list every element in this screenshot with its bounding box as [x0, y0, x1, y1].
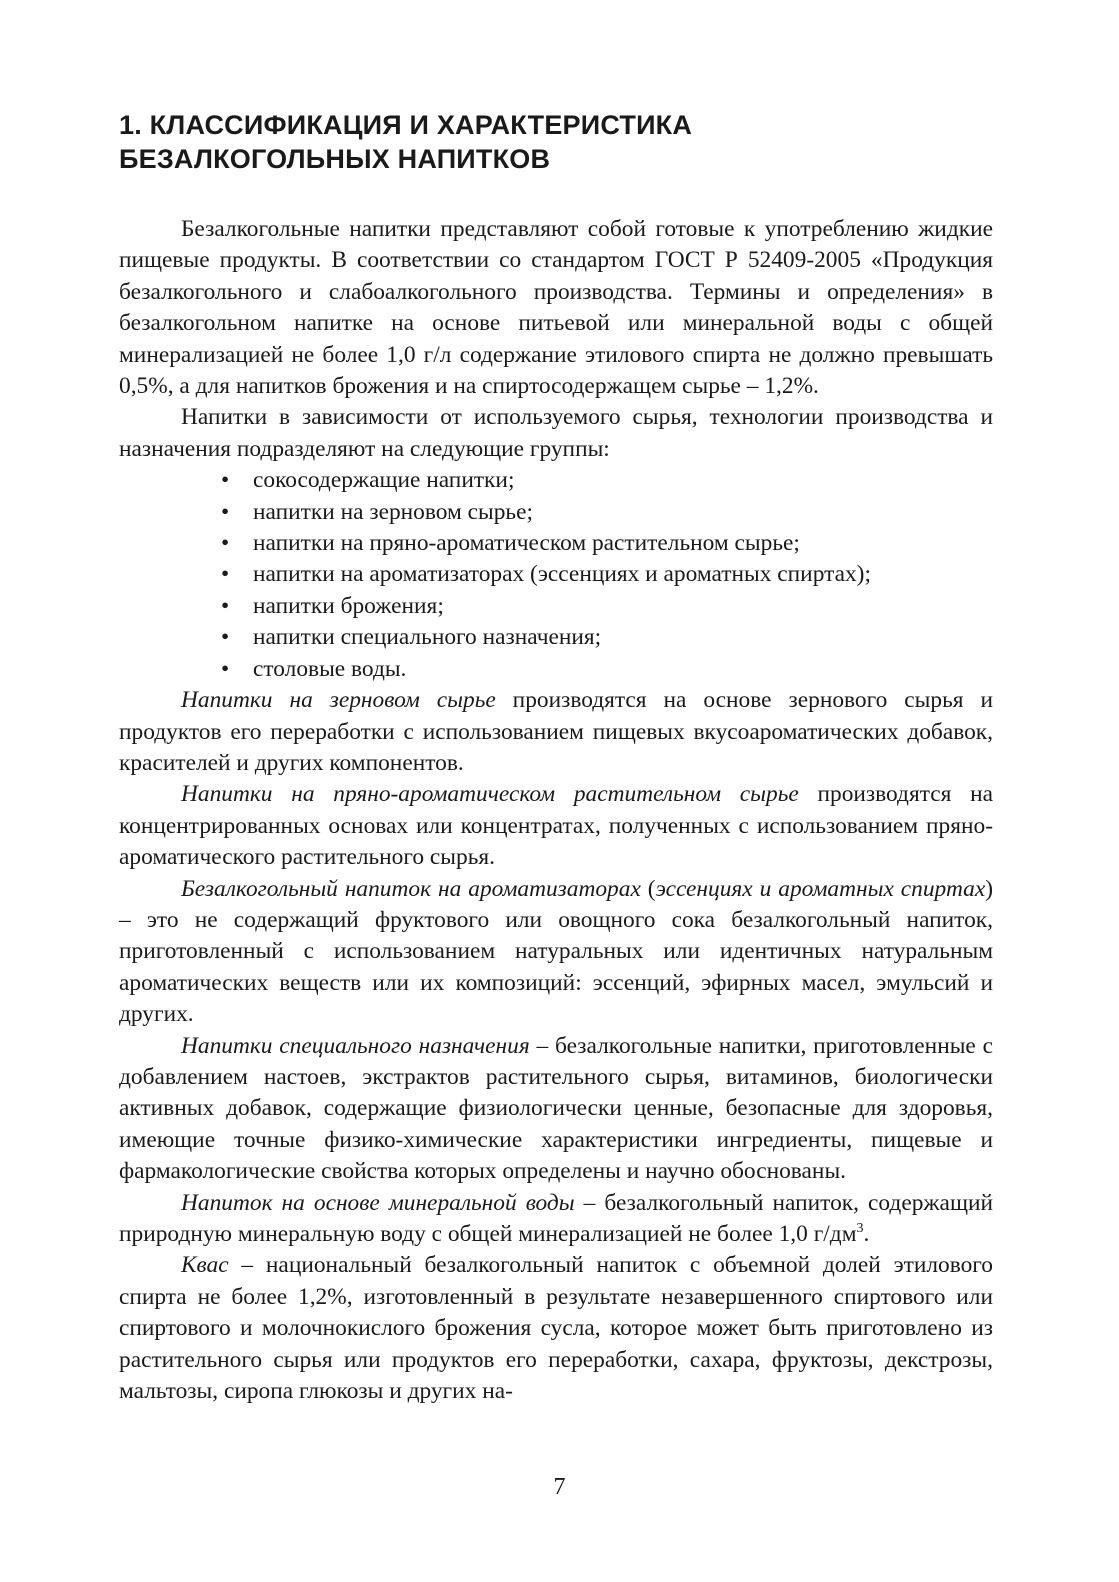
defined-term-secondary: эссенциях и ароматных спиртах [655, 875, 986, 902]
definition-text: производятся на основе зернового сырья и продуктов его переработки с использованием пищевых вкусоароматических добавок, красителей и других компонентов. [119, 687, 993, 776]
intro-paragraph: Безалкогольные напитки представляют собой готовые к употреблению жидкие пищевые продукты. В соответствии со стандартом ГОСТ Р 52409-2005 «Продукция безалкогольного и слабоалкогольного производства. Термины и определения» в безалкогольном напитке на основе питьевой или минеральной воды с общей минерализацией не более 1,0 г/л содержание этилового спирта не должно превышать 0,5%, а для напитков брожения и на спиртосодержащем сырье – 1,2%. [119, 216, 993, 400]
bullet-icon: • [221, 624, 230, 651]
definition-text-mid: ( [640, 875, 656, 902]
definition-mineral-water-drink [119, 1188, 993, 1251]
list-item-text: напитки на ароматизаторах (эссенциях и ароматных спиртах); [253, 561, 871, 588]
page-number: 7 [553, 1474, 566, 1500]
bullet-icon: • [221, 498, 230, 525]
beverage-groups-list [119, 465, 993, 685]
list-item-text: напитки на пряно-ароматическом растительном сырье; [253, 530, 800, 557]
bullet-icon: • [221, 592, 230, 619]
list-item-text: напитки специального назначения; [253, 624, 602, 651]
bullet-icon: • [221, 561, 230, 588]
list-item-text: напитки брожения; [253, 592, 444, 619]
list-item-text: сокосодержащие напитки; [253, 467, 515, 494]
definition-text: – национальный безалкогольный напиток с объемной долей этилового спирта не более 1,2%, изготовленный в результате незавершенного спиртового или спиртового и молочнокислого брожения сусла, которое может быть приготовлено из растительного сырья или продуктов его переработки, сахара, фруктозы, декстрозы, мальтозы, сиропа глюкозы и других на- [119, 1252, 993, 1405]
definition-text: ) – это не содержащий фруктового или овощного сока безалкогольный напиток, приготовленный с использованием натуральных или идентичных натуральным ароматических веществ или их композиций: эссенций, эфирных масел, эмульсий и других. [119, 875, 993, 1028]
superscript-exponent: 3 [856, 1221, 864, 1237]
defined-term: Безалкогольный напиток на ароматизаторах [181, 875, 641, 902]
definition-grain-drinks [119, 685, 993, 779]
definition-flavoring-drinks [119, 874, 993, 1031]
groups-intro-paragraph: Напитки в зависимости от используемого сырья, технологии производства и назначения подразделяют на следующие группы: [119, 404, 993, 462]
list-item [221, 559, 993, 590]
bullet-icon: • [221, 467, 230, 494]
defined-term: Квас [181, 1252, 229, 1279]
bullet-icon: • [221, 530, 230, 557]
definition-text: производятся на концентрированных основах или концентратах, полученных с использованием пряно-ароматического растительного сырья. [119, 781, 993, 871]
definition-text: – безалкогольные напитки, приготовленные с добавлением настоев, экстрактов растительного сырья, витаминов, биологически активных добавок, содержащие физиологически ценные, безопасные для здоровья, имеющие точные физико-химические характеристики ингредиенты, пищевые и фармакологические свойства которых определены и научно обоснованы. [119, 1032, 993, 1185]
list-item [221, 465, 993, 496]
defined-term: Напиток на основе минеральной воды [181, 1189, 575, 1216]
document-page [119, 108, 993, 1407]
defined-term: Напитки на пряно-ароматическом растительном сырье [181, 781, 799, 808]
list-item-text: столовые воды. [253, 655, 407, 682]
section-heading [119, 108, 993, 176]
heading-line-1: 1. КЛАССИФИКАЦИЯ И ХАРАКТЕРИСТИКА [119, 110, 693, 140]
list-item-text: напитки на зерновом сырье; [253, 498, 533, 525]
list-item [221, 622, 993, 653]
list-item [221, 591, 993, 622]
defined-term: Напитки на зерновом сырье [181, 687, 496, 714]
defined-term: Напитки специального назначения [181, 1032, 530, 1059]
definition-text: – безалкогольный напиток, содержащий природную минеральную воду с общей минерализацией не более 1,0 г/дм [119, 1189, 993, 1247]
definition-special-drinks [119, 1031, 993, 1188]
bullet-icon: • [221, 655, 230, 682]
definition-herbal-drinks [119, 779, 993, 873]
list-item [221, 654, 993, 685]
heading-line-2: БЕЗАЛКОГОЛЬНЫХ НАПИТКОВ [119, 144, 551, 174]
definition-kvass [119, 1250, 993, 1407]
list-item [221, 528, 993, 559]
list-item [221, 497, 993, 528]
definition-tail: . [863, 1221, 870, 1247]
